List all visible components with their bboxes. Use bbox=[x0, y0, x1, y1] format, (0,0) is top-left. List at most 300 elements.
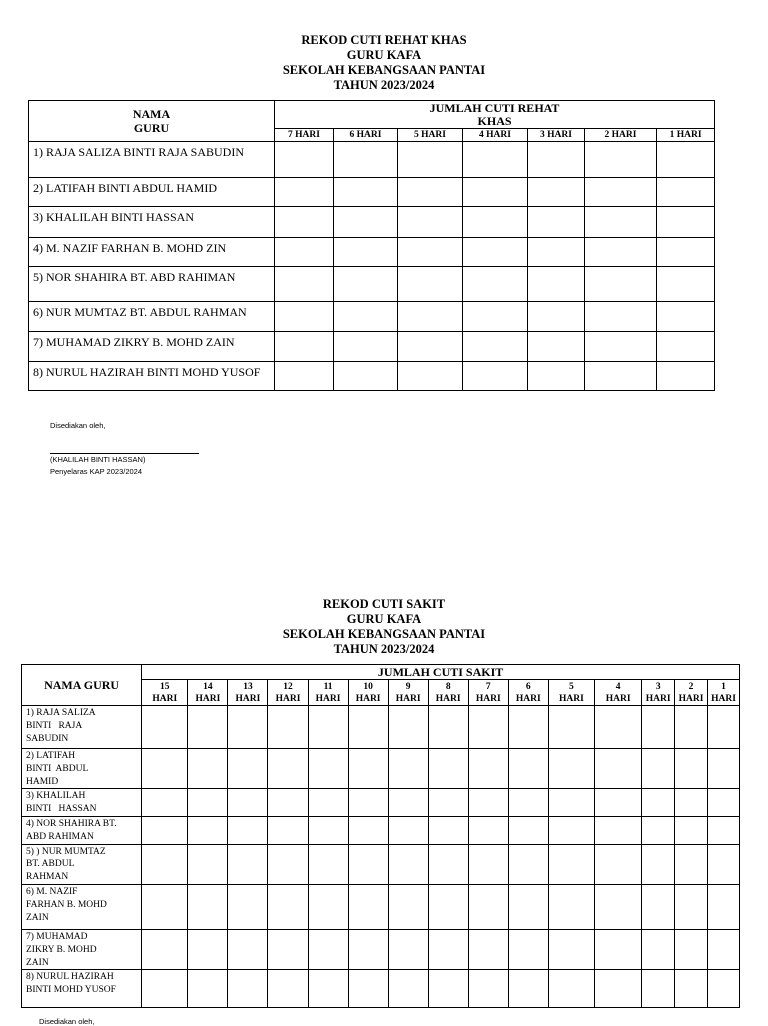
leave-cell[interactable] bbox=[548, 706, 594, 749]
day-header: 6 HARI bbox=[334, 129, 398, 142]
leave-cell[interactable] bbox=[707, 816, 739, 844]
day-header bbox=[595, 680, 642, 706]
leave-cell[interactable] bbox=[334, 178, 398, 207]
leave-cell[interactable] bbox=[388, 816, 428, 844]
day-header: 1 HARI bbox=[657, 129, 715, 142]
table-row bbox=[22, 816, 740, 844]
leave-cell[interactable] bbox=[675, 884, 708, 929]
leave-cell[interactable] bbox=[585, 332, 657, 362]
leave-cell[interactable] bbox=[428, 789, 468, 817]
cuti-rehat-khas-table bbox=[28, 100, 715, 391]
leave-cell[interactable] bbox=[348, 706, 388, 749]
leave-cell[interactable] bbox=[585, 238, 657, 267]
sakit-title-line-4: TAHUN 2023/2024 bbox=[333, 642, 435, 656]
leave-cell[interactable] bbox=[228, 706, 268, 749]
leave-cell[interactable] bbox=[275, 178, 334, 207]
leave-cell[interactable] bbox=[508, 789, 548, 817]
leave-cell[interactable] bbox=[595, 706, 642, 749]
leave-cell[interactable] bbox=[707, 970, 739, 1008]
leave-cell[interactable] bbox=[388, 844, 428, 884]
teacher-name-cell: 7) MUHAMAD ZIKRY B. MOHD ZAIN bbox=[29, 332, 275, 362]
teacher-name-line: BINTI ABDUL bbox=[26, 763, 89, 774]
table-row bbox=[29, 267, 715, 302]
day-header-line: 7 bbox=[485, 681, 491, 692]
day-header-line: HARI bbox=[645, 693, 671, 704]
leave-cell[interactable] bbox=[528, 302, 585, 332]
leave-cell[interactable] bbox=[528, 267, 585, 302]
teacher-name-cell bbox=[22, 816, 142, 844]
leave-cell[interactable] bbox=[468, 749, 508, 789]
leave-cell[interactable] bbox=[508, 749, 548, 789]
leave-cell[interactable] bbox=[348, 884, 388, 929]
sakit-title-line-3: SEKOLAH KEBANGSAAN PANTAI bbox=[282, 627, 486, 641]
table-row bbox=[29, 207, 715, 238]
day-header-line: HARI bbox=[475, 693, 501, 704]
teacher-name-line: SABUDIN bbox=[26, 733, 69, 744]
leave-cell[interactable] bbox=[585, 207, 657, 238]
leave-cell[interactable] bbox=[657, 302, 715, 332]
rehat-title-line-3: SEKOLAH KEBANGSAAN PANTAI bbox=[282, 63, 486, 77]
leave-cell[interactable] bbox=[268, 706, 308, 749]
leave-cell[interactable] bbox=[398, 142, 463, 178]
leave-cell[interactable] bbox=[463, 332, 528, 362]
leave-cell[interactable] bbox=[275, 332, 334, 362]
leave-cell[interactable] bbox=[398, 332, 463, 362]
teacher-name-cell bbox=[22, 706, 142, 749]
leave-cell[interactable] bbox=[334, 207, 398, 238]
leave-cell[interactable] bbox=[188, 929, 228, 969]
rehat-title-line-1: REKOD CUTI REHAT KHAS bbox=[301, 33, 467, 47]
leave-cell[interactable] bbox=[428, 844, 468, 884]
sakit-title-line-2: GURU KAFA bbox=[346, 612, 422, 626]
leave-cell[interactable] bbox=[595, 816, 642, 844]
leave-cell[interactable] bbox=[308, 706, 348, 749]
leave-cell[interactable] bbox=[463, 207, 528, 238]
leave-cell[interactable] bbox=[463, 302, 528, 332]
group-header-line-2: KHAS bbox=[477, 113, 512, 128]
leave-cell[interactable] bbox=[228, 789, 268, 817]
leave-cell[interactable] bbox=[707, 749, 739, 789]
leave-cell[interactable] bbox=[142, 706, 188, 749]
leave-cell[interactable] bbox=[142, 884, 188, 929]
table-row bbox=[22, 929, 740, 969]
day-header bbox=[707, 680, 739, 706]
leave-cell[interactable] bbox=[707, 706, 739, 749]
leave-cell[interactable] bbox=[275, 362, 334, 391]
leave-cell[interactable] bbox=[595, 970, 642, 1008]
leave-cell[interactable] bbox=[595, 749, 642, 789]
leave-cell[interactable] bbox=[398, 238, 463, 267]
leave-cell[interactable] bbox=[642, 844, 675, 884]
leave-cell[interactable] bbox=[463, 178, 528, 207]
leave-cell[interactable] bbox=[268, 816, 308, 844]
day-header-line: HARI bbox=[315, 693, 341, 704]
day-header-line: 11 bbox=[323, 681, 333, 692]
leave-cell[interactable] bbox=[388, 789, 428, 817]
day-header-line: HARI bbox=[435, 693, 461, 704]
leave-cell[interactable] bbox=[675, 706, 708, 749]
leave-cell[interactable] bbox=[508, 706, 548, 749]
day-header-line: HARI bbox=[355, 693, 381, 704]
day-header bbox=[508, 680, 548, 706]
day-header: 5 HARI bbox=[398, 129, 463, 142]
day-header bbox=[268, 680, 308, 706]
day-header bbox=[348, 680, 388, 706]
teacher-name-line: 5) ) NUR MUMTAZ bbox=[26, 846, 106, 857]
table-row bbox=[29, 332, 715, 362]
leave-cell[interactable] bbox=[228, 884, 268, 929]
leave-cell[interactable] bbox=[548, 929, 594, 969]
sakit-title-block bbox=[0, 597, 768, 657]
leave-cell[interactable] bbox=[468, 816, 508, 844]
name-column-header bbox=[29, 101, 275, 142]
signature-line bbox=[50, 453, 199, 454]
day-header bbox=[142, 680, 188, 706]
day-header-line: 2 bbox=[688, 681, 694, 692]
leave-cell[interactable] bbox=[334, 238, 398, 267]
day-header bbox=[228, 680, 268, 706]
day-header-line: HARI bbox=[275, 693, 301, 704]
leave-cell[interactable] bbox=[642, 884, 675, 929]
day-header bbox=[675, 680, 708, 706]
leave-cell[interactable] bbox=[468, 929, 508, 969]
leave-cell[interactable] bbox=[428, 970, 468, 1008]
leave-cell[interactable] bbox=[528, 238, 585, 267]
leave-cell[interactable] bbox=[548, 816, 594, 844]
leave-cell[interactable] bbox=[642, 970, 675, 1008]
leave-cell[interactable] bbox=[268, 844, 308, 884]
teacher-name-cell: 6) NUR MUMTAZ BT. ABDUL RAHMAN bbox=[29, 302, 275, 332]
day-header-line: HARI bbox=[395, 693, 421, 704]
day-header: 7 HARI bbox=[275, 129, 334, 142]
leave-cell[interactable] bbox=[468, 884, 508, 929]
leave-cell[interactable] bbox=[585, 142, 657, 178]
teacher-name-line: FARHAN B. MOHD bbox=[26, 899, 107, 910]
prepared-by-label: Disediakan oleh, bbox=[50, 421, 106, 430]
leave-cell[interactable] bbox=[398, 178, 463, 207]
day-header-line: HARI bbox=[515, 693, 541, 704]
leave-cell[interactable] bbox=[388, 970, 428, 1008]
teacher-name-cell bbox=[22, 929, 142, 969]
teacher-name-cell: 3) KHALILAH BINTI HASSAN bbox=[29, 207, 275, 238]
leave-cell[interactable] bbox=[308, 884, 348, 929]
leave-cell[interactable] bbox=[595, 789, 642, 817]
name-header-line-2: GURU bbox=[133, 121, 170, 135]
leave-cell[interactable] bbox=[428, 816, 468, 844]
leave-cell[interactable] bbox=[675, 970, 708, 1008]
leave-cell[interactable] bbox=[268, 884, 308, 929]
day-header-line: 13 bbox=[243, 681, 253, 692]
day-header-line: HARI bbox=[559, 693, 584, 704]
leave-cell[interactable] bbox=[657, 142, 715, 178]
leave-cell[interactable] bbox=[595, 884, 642, 929]
jumlah-cuti-sakit-header: JUMLAH CUTI SAKIT bbox=[142, 665, 740, 680]
leave-cell[interactable] bbox=[142, 929, 188, 969]
leave-cell[interactable] bbox=[334, 332, 398, 362]
leave-cell[interactable] bbox=[275, 207, 334, 238]
leave-cell[interactable] bbox=[428, 706, 468, 749]
day-header-line: HARI bbox=[678, 693, 704, 704]
leave-cell[interactable] bbox=[528, 207, 585, 238]
leave-cell[interactable] bbox=[388, 706, 428, 749]
day-header-line: 10 bbox=[363, 681, 373, 692]
teacher-name-cell bbox=[22, 884, 142, 929]
leave-cell[interactable] bbox=[334, 302, 398, 332]
leave-cell[interactable] bbox=[398, 302, 463, 332]
leave-cell[interactable] bbox=[142, 816, 188, 844]
leave-cell[interactable] bbox=[548, 970, 594, 1008]
day-header-line: 12 bbox=[283, 681, 293, 692]
teacher-name-line: ZAIN bbox=[26, 957, 49, 968]
teacher-name-line: 8) NURUL HAZIRAH bbox=[26, 972, 114, 983]
leave-cell[interactable] bbox=[228, 970, 268, 1008]
leave-cell[interactable] bbox=[595, 844, 642, 884]
leave-cell[interactable] bbox=[585, 302, 657, 332]
day-header-line: HARI bbox=[195, 693, 221, 704]
leave-cell[interactable] bbox=[308, 929, 348, 969]
leave-cell[interactable] bbox=[268, 929, 308, 969]
leave-cell[interactable] bbox=[528, 142, 585, 178]
leave-cell[interactable] bbox=[657, 267, 715, 302]
leave-cell[interactable] bbox=[275, 142, 334, 178]
leave-cell[interactable] bbox=[428, 884, 468, 929]
table-row bbox=[22, 970, 740, 1008]
leave-cell[interactable] bbox=[188, 789, 228, 817]
teacher-name-line: 6) M. NAZIF bbox=[26, 886, 78, 897]
leave-cell[interactable] bbox=[675, 789, 708, 817]
leave-cell[interactable] bbox=[428, 749, 468, 789]
day-header-line: HARI bbox=[605, 693, 631, 704]
leave-cell[interactable] bbox=[398, 267, 463, 302]
leave-cell[interactable] bbox=[188, 884, 228, 929]
leave-cell[interactable] bbox=[657, 207, 715, 238]
teacher-name-cell: 8) NURUL HAZIRAH BINTI MOHD YUSOF bbox=[29, 362, 275, 391]
leave-cell[interactable] bbox=[388, 929, 428, 969]
leave-cell[interactable] bbox=[142, 970, 188, 1008]
day-header bbox=[188, 680, 228, 706]
leave-cell[interactable] bbox=[548, 789, 594, 817]
leave-cell[interactable] bbox=[188, 816, 228, 844]
leave-cell[interactable] bbox=[463, 142, 528, 178]
day-header bbox=[548, 680, 594, 706]
leave-cell[interactable] bbox=[528, 362, 585, 391]
leave-cell[interactable] bbox=[707, 789, 739, 817]
rehat-title-line-4: TAHUN 2023/2024 bbox=[333, 78, 435, 92]
leave-cell[interactable] bbox=[398, 207, 463, 238]
leave-cell[interactable] bbox=[548, 884, 594, 929]
teacher-name-line: 4) NOR SHAHIRA BT. bbox=[26, 818, 117, 829]
leave-cell[interactable] bbox=[388, 884, 428, 929]
signatory-name: (KHALILAH BINTI HASSAN) bbox=[50, 455, 146, 464]
day-header bbox=[642, 680, 675, 706]
leave-cell[interactable] bbox=[657, 238, 715, 267]
signatory-role: Penyelaras KAP 2023/2024 bbox=[50, 467, 143, 476]
day-header bbox=[428, 680, 468, 706]
day-header bbox=[388, 680, 428, 706]
group-header-line-1: JUMLAH CUTI REHAT bbox=[429, 100, 560, 115]
leave-cell[interactable] bbox=[463, 267, 528, 302]
leave-cell[interactable] bbox=[642, 929, 675, 969]
leave-cell[interactable] bbox=[508, 929, 548, 969]
teacher-name-line: 1) RAJA SALIZA bbox=[26, 708, 96, 718]
leave-cell[interactable] bbox=[398, 362, 463, 391]
leave-cell[interactable] bbox=[308, 844, 348, 884]
leave-cell[interactable] bbox=[528, 178, 585, 207]
teacher-name-cell bbox=[22, 789, 142, 817]
leave-cell[interactable] bbox=[188, 970, 228, 1008]
teacher-name-cell: 5) NOR SHAHIRA BT. ABD RAHIMAN bbox=[29, 267, 275, 302]
day-header: 3 HARI bbox=[528, 129, 585, 142]
leave-cell[interactable] bbox=[334, 362, 398, 391]
leave-cell[interactable] bbox=[268, 789, 308, 817]
table-row bbox=[29, 178, 715, 207]
leave-cell[interactable] bbox=[308, 749, 348, 789]
table-row bbox=[22, 844, 740, 884]
leave-cell[interactable] bbox=[428, 929, 468, 969]
leave-cell[interactable] bbox=[275, 302, 334, 332]
leave-cell[interactable] bbox=[657, 178, 715, 207]
leave-cell[interactable] bbox=[268, 970, 308, 1008]
leave-cell[interactable] bbox=[308, 816, 348, 844]
leave-cell[interactable] bbox=[348, 749, 388, 789]
day-header-line: HARI bbox=[711, 693, 736, 704]
leave-cell[interactable] bbox=[585, 362, 657, 391]
teacher-name-line: 2) LATIFAH bbox=[26, 751, 76, 761]
leave-cell[interactable] bbox=[268, 749, 308, 789]
rehat-title-line-2: GURU KAFA bbox=[346, 48, 422, 62]
leave-cell[interactable] bbox=[348, 844, 388, 884]
day-header-line: 14 bbox=[203, 681, 213, 692]
teacher-name-line: BT. ABDUL bbox=[26, 859, 75, 870]
leave-cell[interactable] bbox=[585, 267, 657, 302]
day-header-line: HARI bbox=[235, 693, 261, 704]
table-row bbox=[22, 706, 740, 749]
day-header-line: 8 bbox=[445, 681, 451, 692]
leave-cell[interactable] bbox=[142, 789, 188, 817]
teacher-name-line: 7) MUHAMAD bbox=[26, 931, 88, 942]
leave-cell[interactable] bbox=[188, 844, 228, 884]
leave-cell[interactable] bbox=[228, 749, 268, 789]
rehat-title-block bbox=[0, 33, 768, 93]
leave-cell[interactable] bbox=[675, 844, 708, 884]
day-header: 2 HARI bbox=[585, 129, 657, 142]
teacher-name-line: ABD RAHIMAN bbox=[26, 831, 94, 842]
teacher-name-line: ZIKRY B. MOHD bbox=[26, 944, 97, 955]
leave-cell[interactable] bbox=[308, 789, 348, 817]
leave-cell[interactable] bbox=[468, 844, 508, 884]
leave-cell[interactable] bbox=[228, 929, 268, 969]
leave-cell[interactable] bbox=[463, 238, 528, 267]
leave-cell[interactable] bbox=[508, 970, 548, 1008]
leave-cell[interactable] bbox=[348, 970, 388, 1008]
leave-cell[interactable] bbox=[642, 706, 675, 749]
table-row bbox=[29, 238, 715, 267]
leave-cell[interactable] bbox=[275, 267, 334, 302]
leave-cell[interactable] bbox=[468, 706, 508, 749]
teacher-name-line: 3) KHALILAH bbox=[26, 791, 86, 802]
leave-cell[interactable] bbox=[707, 929, 739, 969]
leave-cell[interactable] bbox=[508, 816, 548, 844]
teacher-name-cell: 2) LATIFAH BINTI ABDUL HAMID bbox=[29, 178, 275, 207]
teacher-name-line: ZAIN bbox=[26, 912, 49, 923]
leave-cell[interactable] bbox=[675, 816, 708, 844]
day-header-line: 1 bbox=[721, 681, 726, 692]
leave-cell[interactable] bbox=[188, 706, 228, 749]
leave-cell[interactable] bbox=[675, 929, 708, 969]
sakit-title-line-1: REKOD CUTI SAKIT bbox=[322, 597, 446, 611]
table-row bbox=[22, 884, 740, 929]
teacher-name-line: RAHMAN bbox=[26, 872, 69, 883]
day-header-line: HARI bbox=[152, 693, 178, 704]
leave-cell[interactable] bbox=[308, 970, 348, 1008]
leave-cell[interactable] bbox=[508, 884, 548, 929]
name-column-header: NAMA GURU bbox=[22, 665, 142, 706]
leave-cell[interactable] bbox=[348, 929, 388, 969]
leave-cell[interactable] bbox=[468, 970, 508, 1008]
prepared-by-label-2: Disediakan oleh, bbox=[39, 1017, 95, 1026]
name-header-line-1: NAMA bbox=[132, 107, 171, 121]
leave-cell[interactable] bbox=[642, 789, 675, 817]
jumlah-cuti-header bbox=[275, 101, 715, 129]
day-header-line: 15 bbox=[160, 681, 170, 692]
leave-cell[interactable] bbox=[348, 789, 388, 817]
day-header-line: 5 bbox=[569, 681, 574, 692]
day-header bbox=[468, 680, 508, 706]
leave-cell[interactable] bbox=[388, 749, 428, 789]
day-header-line: 6 bbox=[525, 681, 531, 692]
teacher-name-line: BINTI RAJA bbox=[26, 720, 83, 731]
table-row bbox=[29, 142, 715, 178]
leave-cell[interactable] bbox=[707, 844, 739, 884]
leave-cell[interactable] bbox=[334, 267, 398, 302]
leave-cell[interactable] bbox=[275, 238, 334, 267]
table-row bbox=[29, 302, 715, 332]
leave-cell[interactable] bbox=[142, 844, 188, 884]
leave-cell[interactable] bbox=[585, 178, 657, 207]
leave-cell[interactable] bbox=[228, 844, 268, 884]
teacher-name-line: HAMID bbox=[26, 776, 59, 787]
day-header-line: 3 bbox=[655, 681, 661, 692]
leave-cell[interactable] bbox=[188, 749, 228, 789]
leave-cell[interactable] bbox=[508, 844, 548, 884]
leave-cell[interactable] bbox=[657, 362, 715, 391]
teacher-name-cell bbox=[22, 970, 142, 1008]
leave-cell[interactable] bbox=[142, 749, 188, 789]
leave-cell[interactable] bbox=[657, 332, 715, 362]
leave-cell[interactable] bbox=[548, 749, 594, 789]
leave-cell[interactable] bbox=[595, 929, 642, 969]
teacher-name-line: BINTI MOHD YUSOF bbox=[26, 985, 116, 996]
leave-cell[interactable] bbox=[707, 884, 739, 929]
leave-cell[interactable] bbox=[548, 844, 594, 884]
table-row bbox=[29, 362, 715, 391]
leave-cell[interactable] bbox=[228, 816, 268, 844]
day-header bbox=[308, 680, 348, 706]
leave-cell[interactable] bbox=[642, 749, 675, 789]
teacher-name-cell bbox=[22, 749, 142, 789]
leave-cell[interactable] bbox=[468, 789, 508, 817]
leave-cell[interactable] bbox=[528, 332, 585, 362]
leave-cell[interactable] bbox=[642, 816, 675, 844]
table-row bbox=[22, 789, 740, 817]
day-header-line: 4 bbox=[615, 681, 621, 692]
teacher-name-cell bbox=[22, 844, 142, 884]
leave-cell[interactable] bbox=[334, 142, 398, 178]
teacher-name-line: BINTI HASSAN bbox=[26, 804, 97, 815]
leave-cell[interactable] bbox=[675, 749, 708, 789]
leave-cell[interactable] bbox=[463, 362, 528, 391]
leave-cell[interactable] bbox=[348, 816, 388, 844]
